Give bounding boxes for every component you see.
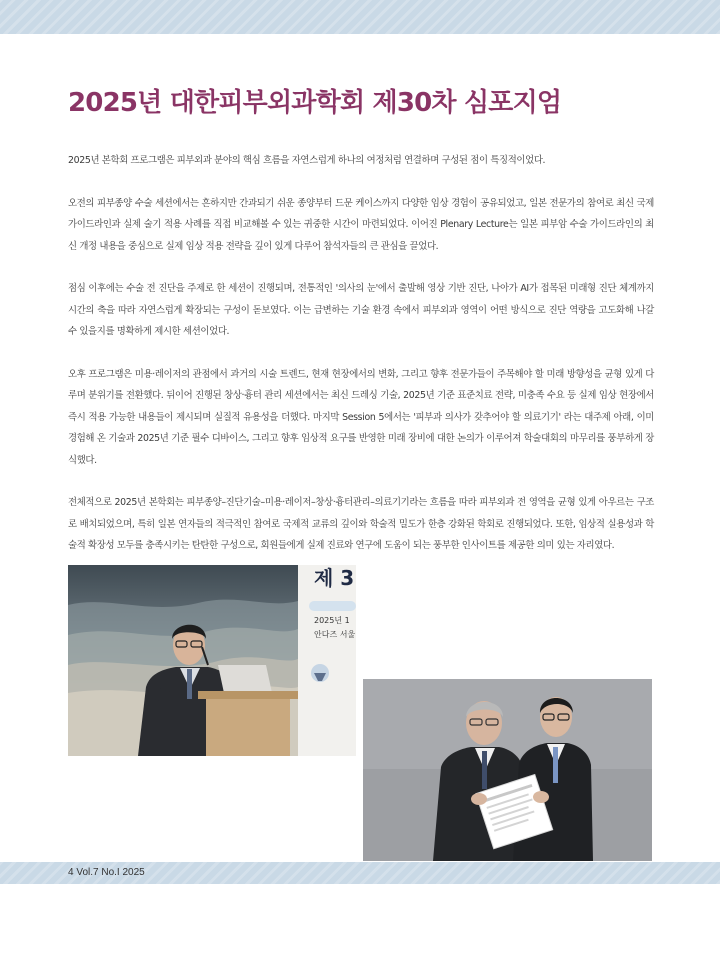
banner-venue: 안다즈 서울 [314, 630, 356, 639]
page-footer: 4 Vol.7 No.I 2025 [68, 867, 145, 878]
article-body [68, 150, 654, 578]
speaker-at-podium-photo [68, 565, 356, 756]
paragraph-afternoon-session: 오후 프로그램은 미용·레이저의 관점에서 과거의 시술 트렌드, 현재 현장에서의 변화, 그리고 향후 전문가들이 주목해야 할 미래 방향성을 균형 있게 다루며 분위기를 전환했다. 뒤이어 진행된 창상·흉터 관리 세션에서는 최신 드레싱 기술, 2025년 기준 표준치료 전략, 미충족 수요 등 실제 임상 현장에서 즉시 적용 가능한 내용들이 제시되며 실질적 유용성을 더했다. 마지막 Session 5에서는 '피부과 의사가 갖추어야 할 의료기기' 라는 대주제 아래, 이미 경험해 온 기술과 2025년 기준 필수 디바이스, 그리고 향후 임상적 요구를 반영한 미래 장비에 대한 논의가 이루어져 학술대회의 마무리를 풍부하게 장식했다. [68, 368, 654, 466]
banner-heading: 제 3 [314, 566, 355, 590]
award-ceremony-photo [363, 679, 652, 861]
paragraph-summary: 전체적으로 2025년 본학회는 피부종양–진단기술–미용·레이저–창상·흉터관리–의료기기라는 흐름을 따라 피부외과 전 영역을 균형 있게 아우르는 구조로 배치되었으며, 특히 일본 연자들의 적극적인 참여로 국제적 교류의 깊이와 학술적 밀도가 한층 강화된 학회로 진행되었다. 또한, 임상적 실용성과 학술적 확장성 모두를 충족시키는 탄탄한 구성으로, 회원들에게 실제 진료와 연구에 도움이 되는 풍부한 인사이트를 제공한 의미 있는 자리였다. [68, 497, 654, 551]
paragraph-morning-session: 오전의 피부종양 수술 세션에서는 흔하지만 간과되기 쉬운 종양부터 드문 케이스까지 다양한 임상 경험이 공유되었고, 일본 전문가의 참여로 최신 국제 가이드라인과 실제 술기 적용 사례를 직접 비교해볼 수 있는 귀중한 시간이 마련되었다. 이어진 Plenary Lecture는 일본 피부암 수술 가이드라인의 최신 개정 내용을 중심으로 실제 임상 적용 전략을 깊이 있게 다루어 참석자들의 큰 관심을 끌었다. [68, 197, 654, 252]
paragraph-intro: 2025년 본학회 프로그램은 피부외과 분야의 핵심 흐름을 자연스럽게 하나의 여정처럼 연결하며 구성된 점이 특징적이었다. [68, 155, 546, 166]
top-decorative-band [0, 0, 720, 34]
banner-subtitle: 2025년 1 [314, 616, 350, 625]
paragraph-diagnosis-session: 점심 이후에는 수술 전 진단을 주제로 한 세션이 진행되며, 전통적인 '의사의 눈'에서 출발해 영상 기반 진단, 나아가 AI가 접목된 미래형 진단 체계까지 시간의 축을 따라 자연스럽게 확장되는 구성이 돋보였다. 이는 급변하는 기술 환경 속에서 피부외과 영역이 어떤 방식으로 진단 역량을 고도화해 나갈 수 있을지를 명확하게 제시한 세션이었다. [68, 283, 654, 337]
page-title: 2025년 대한피부외과학회 제30차 심포지엄 [68, 88, 562, 118]
